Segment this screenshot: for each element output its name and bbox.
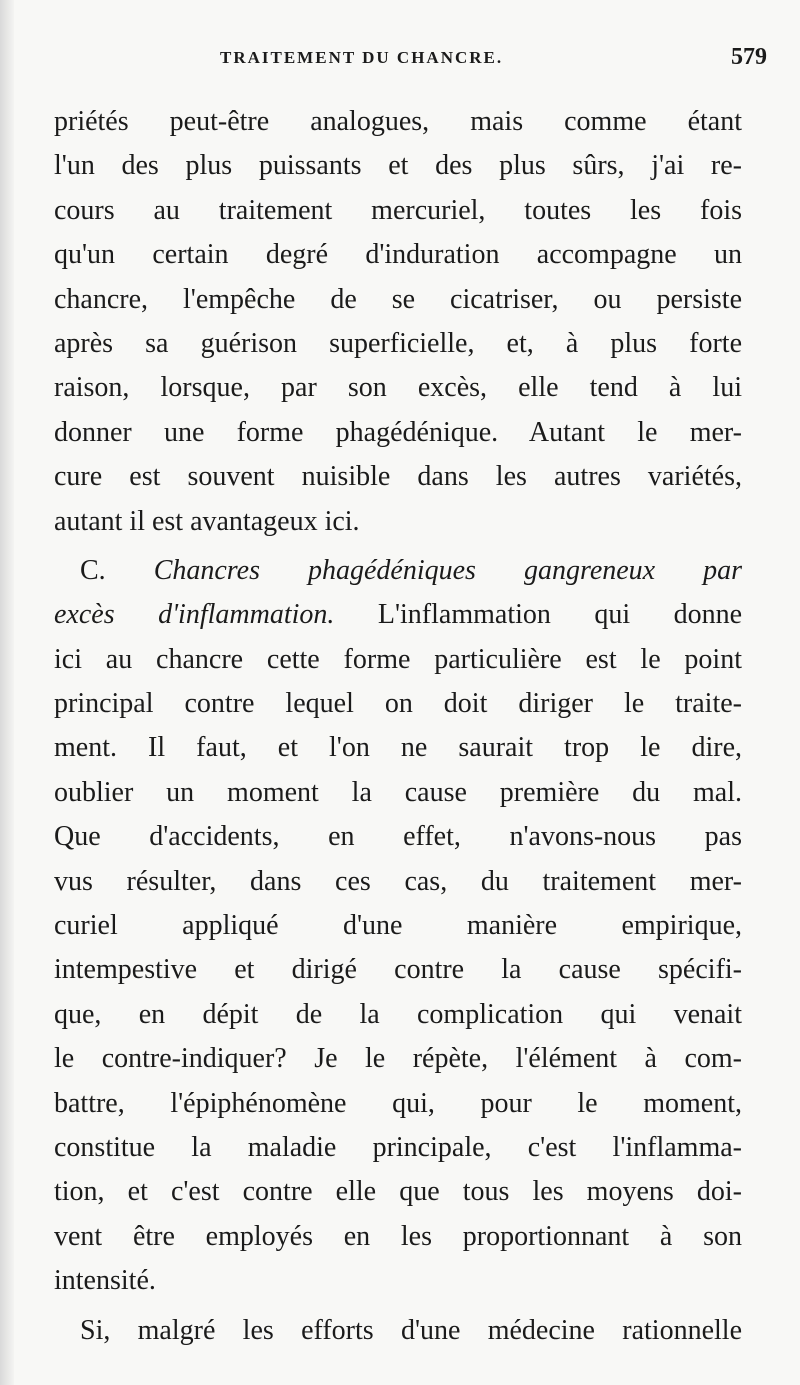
body-text (54, 100, 742, 1353)
text-line: le contre-indiquer? Je le répète, l'élément à com- (54, 1043, 742, 1075)
text-line: battre, l'épiphénomène qui, pour le moment, (54, 1087, 742, 1119)
section-heading-italic: excès d'inflammation. (54, 599, 335, 631)
text-line: curiel appliqué d'une manière empirique, (54, 910, 742, 942)
text-line: priétés peut-être analogues, mais comme étant (54, 106, 742, 137)
running-head (55, 44, 767, 72)
text-line: raison, lorsque, par son excès, elle tend à lui (54, 372, 742, 404)
text-line: ment. Il faut, et l'on ne saurait trop le dire, (54, 732, 742, 764)
text-line: cure est souvent nuisible dans les autres variétés, (54, 461, 742, 493)
text-line: tion, et c'est contre elle que tous les moyens doi- (54, 1176, 742, 1208)
text-line: chancre, l'empêche de se cicatriser, ou persiste (54, 283, 742, 315)
text-line: après sa guérison superficielle, et, à plus forte (54, 327, 742, 359)
text-line: intempestive et dirigé contre la cause spécifi- (54, 954, 742, 986)
text-line: oublier un moment la cause première du mal. (54, 776, 742, 808)
text-line: constitue la maladie principale, c'est l'inflamma- (54, 1131, 742, 1163)
text-line: ici au chancre cette forme particulière est le point (54, 643, 742, 675)
section-heading-line (54, 593, 742, 637)
section-heading-italic: Chancres phagédéniques gangreneux par (153, 554, 743, 586)
text-line: vent être employés en les proportionnant à son (54, 1220, 742, 1252)
text-line: Si, malgré les efforts d'une médecine rationnelle (80, 1314, 742, 1346)
text-line: l'un des plus puissants et des plus sûrs, j'ai re- (54, 150, 742, 182)
section-label: C. (80, 554, 106, 586)
text-line: intensité. (54, 1265, 156, 1297)
text-line: qu'un certain degré d'induration accompagne un (54, 239, 742, 271)
text-line: autant il est avantageux ici. (54, 505, 360, 537)
text-line: Que d'accidents, en effet, n'avons-nous pas (54, 821, 742, 853)
text-line: vus résulter, dans ces cas, du traitement mer- (54, 865, 742, 897)
text-line: cours au traitement mercuriel, toutes les fois (54, 194, 742, 226)
text-line: que, en dépit de la complication qui venait (54, 998, 742, 1030)
text-line: principal contre lequel on doit diriger le traite- (54, 688, 742, 720)
text-fragment: L'inflammation qui donne (377, 599, 743, 631)
text-line: donner une forme phagédénique. Autant le mer- (54, 416, 742, 448)
page-number: 579 (731, 44, 767, 70)
page-edge-shadow (0, 0, 14, 1385)
section-heading-line (54, 549, 742, 593)
running-title: TRAITEMENT DU CHANCRE. (220, 48, 504, 67)
